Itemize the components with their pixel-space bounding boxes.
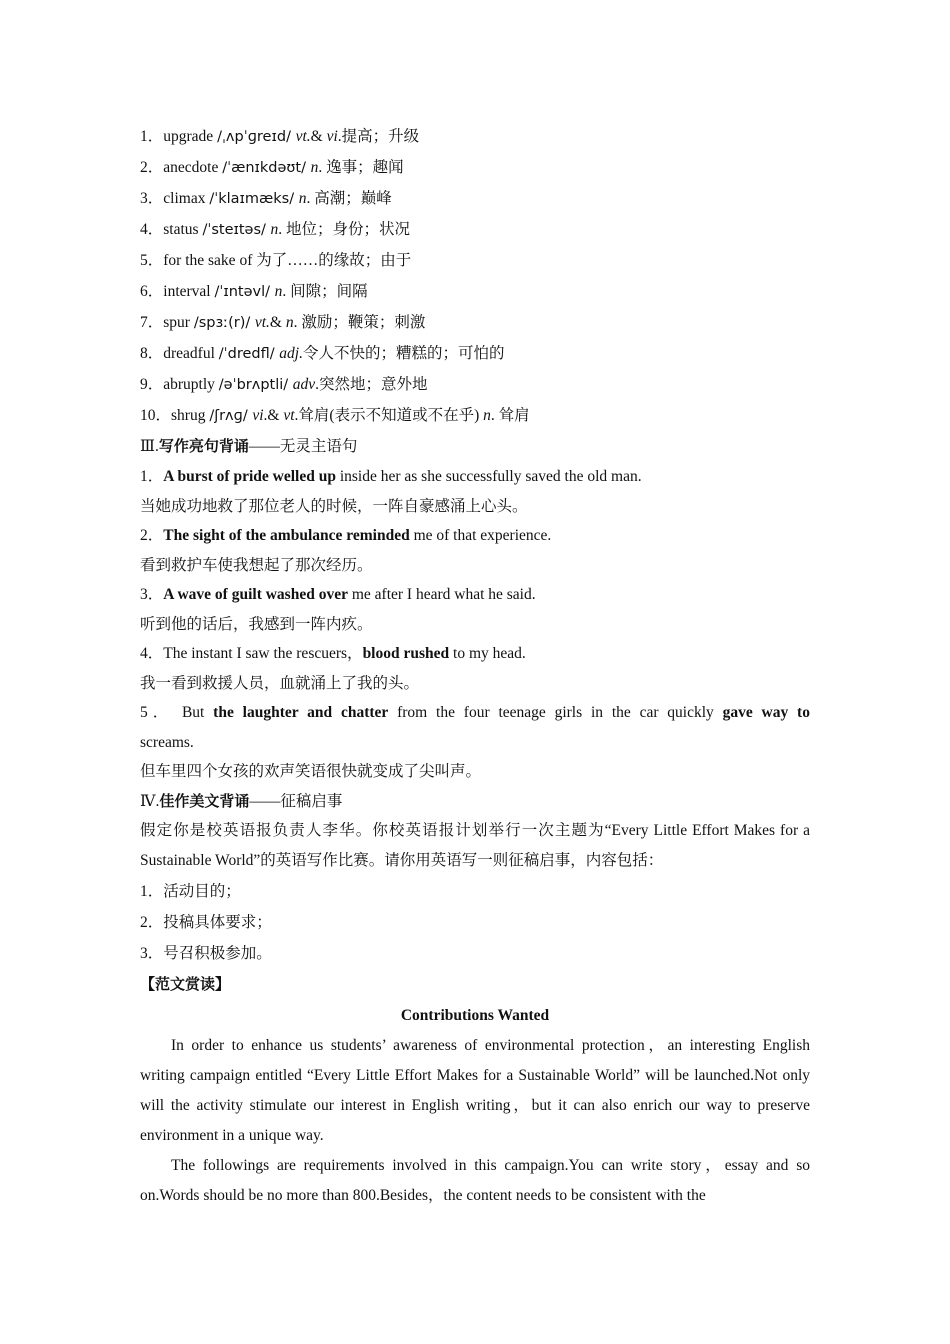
vocab-phonetic: /ʃrʌɡ/ [209, 408, 253, 424]
vocab-number: 6． [140, 283, 164, 300]
vocab-word: anecdote [163, 159, 223, 176]
vocab-connector: & [269, 314, 286, 331]
sentence-bold: A wave of guilt washed over [163, 586, 348, 603]
sentence-item [140, 462, 810, 492]
sentence-rest: inside her as she successfully saved the old man. [335, 468, 642, 485]
sentence-rest: me after I heard what he said. [347, 586, 536, 603]
section-3-number: Ⅲ. [140, 438, 159, 455]
section-3-title: 写作亮句背诵 [158, 437, 249, 455]
vocab-phonetic: /ˈɪntəvl/ [214, 284, 275, 300]
task-intro: 假定你是校英语报负责人李华。你校英语报计划举行一次主题为“Every Little Effort Makes for a Sustainable World”的英语写作比赛。请你用英语写一则征稿启事，内容包括： [140, 822, 810, 869]
sentence-5-bold-2: gave way to [722, 704, 810, 721]
vocab-list [140, 121, 810, 431]
vocab-word: status [163, 221, 203, 238]
essay-paragraph-1: In order to enhance us students’ awareness of environmental protection，an interesting English writing campaign entitled “Every Little Effort Makes for a Sustainable World” will be launched.Not only will the activity stimulate our interest in English writing，but it can also enrich our way to preserve environment in a unique way. [140, 1037, 810, 1144]
vocab-number: 8． [140, 345, 164, 362]
vocab-word: shrug [171, 407, 210, 424]
sentence-list [140, 462, 810, 698]
sentence-translation: 看到救护车使我想起了那次经历。 [140, 556, 373, 574]
vocab-definition: .突然地；意外地 [315, 376, 428, 393]
vocab-pos: vi [252, 407, 264, 424]
vocab-item [140, 338, 810, 369]
vocab-pos: adv [292, 376, 316, 393]
task-point: 3．号召积极参加。 [140, 945, 272, 962]
section-3-subtitle: ——无灵主语句 [248, 438, 358, 455]
vocab-pos: n [310, 159, 319, 176]
sentence-item [140, 521, 810, 551]
sentence-translation: 听到他的话后，我感到一阵内疚。 [140, 615, 373, 633]
sentence-translation: 当她成功地救了那位老人的时候，一阵自豪感涌上心头。 [140, 497, 528, 515]
essay-title: Contributions Wanted [400, 1007, 550, 1024]
vocab-item [140, 400, 810, 431]
vocab-item [140, 245, 810, 276]
vocab-phonetic: /ˈsteɪtəs/ [202, 222, 271, 238]
sentence-number: 4． [140, 645, 164, 662]
vocab-pos-2: vi [326, 128, 338, 145]
vocab-word: climax [163, 190, 210, 207]
sentence-rest: me of that experience. [409, 527, 552, 544]
vocab-item [140, 369, 810, 400]
vocab-number: 1． [140, 128, 164, 145]
vocab-phonetic: /spɜː(r)/ [193, 315, 255, 331]
vocab-item [140, 276, 810, 307]
vocab-definition: .耸肩(表示不知道或不在乎) [294, 407, 484, 424]
section-4-heading [140, 787, 810, 817]
vocab-pos: vt. [254, 314, 270, 331]
vocab-pos: vt. [295, 128, 311, 145]
section-4-subtitle: ——征稿启事 [249, 792, 343, 810]
sentence-bold: The sight of the ambulance reminded [163, 527, 410, 544]
vocab-word: abruptly [163, 376, 219, 393]
vocab-number: 4． [140, 221, 164, 238]
sentence-bold: blood rushed [362, 645, 450, 662]
vocab-item [140, 152, 810, 183]
vocab-connector: .& [263, 407, 284, 424]
vocab-number: 9． [140, 376, 164, 393]
vocab-word: for the sake of [163, 252, 257, 269]
vocab-number: 7． [140, 314, 164, 331]
vocab-pos-3: n [483, 407, 491, 424]
vocab-pos: n [274, 283, 283, 300]
vocab-pos-2: n [285, 314, 294, 331]
sentence-5-line2: screams. [140, 733, 194, 751]
vocab-pos: adj. [279, 345, 303, 362]
vocab-definition: .提高；升级 [337, 128, 420, 145]
sentence-item [140, 580, 810, 610]
essay-paragraph-2: The followings are requirements involved in this campaign.You can write story，essay and so on.Words should be no more than 800.Besides，the content needs to be consistent with the [140, 1157, 810, 1204]
vocab-word: interval [163, 283, 215, 300]
vocab-definition: . 高潮；巅峰 [306, 190, 392, 207]
vocab-phonetic: /ˈænɪkdəʊt/ [222, 160, 311, 176]
sentence-bold: A burst of pride welled up [163, 468, 336, 485]
task-points [140, 876, 810, 969]
sample-label: 【范文赏读】 [140, 975, 231, 993]
sentence-5-translation: 但车里四个女孩的欢声笑语很快就变成了尖叫声。 [140, 763, 482, 780]
vocab-definition: . 地位；身份；状况 [278, 221, 411, 238]
task-point: 1．活动目的； [140, 883, 241, 900]
vocab-phonetic: /ˌʌpˈɡreɪd/ [217, 129, 296, 145]
task-point: 2．投稿具体要求； [140, 914, 272, 931]
vocab-pos-2: vt [283, 407, 295, 424]
sentence-5-bold-1: the laughter and chatter [213, 704, 389, 721]
vocab-number: 5． [140, 252, 164, 269]
vocab-item [140, 307, 810, 338]
vocab-word: dreadful [163, 345, 219, 362]
vocab-number: 10． [140, 407, 172, 424]
sentence-item [140, 639, 810, 669]
vocab-definition: 令人不快的；糟糕的；可怕的 [302, 345, 505, 362]
sentence-translation: 我一看到救援人员，血就涌上了我的头。 [140, 674, 420, 692]
vocab-phonetic: /ˈklaɪmæks/ [209, 191, 299, 207]
sentence-5-line1: 5． But the laughter and chatter from the four teenage girls in the car quickly gave way to [140, 704, 810, 721]
vocab-word: spur [163, 314, 194, 331]
sentence-number: 3． [140, 586, 164, 603]
vocab-definition: . 间隙；间隔 [282, 283, 368, 300]
vocab-pos: n [270, 221, 279, 238]
vocab-word: upgrade [163, 128, 218, 145]
sentence-number: 2． [140, 527, 164, 544]
section-4-number: Ⅳ. [140, 792, 160, 810]
vocab-definition: . 激励；鞭策；刺激 [293, 314, 426, 331]
vocab-item [140, 121, 810, 152]
vocab-item [140, 183, 810, 214]
vocab-definition: . 逸事；趣闻 [318, 159, 404, 176]
sentence-rest: to my head. [449, 645, 526, 662]
vocab-definition: 为了……的缘故；由于 [256, 252, 412, 269]
sentence-number: 1． [140, 468, 164, 485]
section-3-heading [140, 431, 810, 462]
vocab-number: 2． [140, 159, 164, 176]
vocab-phonetic: /əˈbrʌptli/ [218, 377, 293, 393]
sentence-prefix: The instant I saw the rescuers， [163, 645, 363, 662]
page-content [140, 121, 810, 1211]
vocab-connector: & [310, 128, 327, 145]
section-4-title: 佳作美文背诵 [159, 791, 250, 810]
vocab-phonetic: /ˈdredfl/ [218, 346, 280, 362]
vocab-definition-2: . 耸肩 [490, 407, 530, 424]
vocab-pos: n [298, 190, 307, 207]
vocab-item [140, 214, 810, 245]
vocab-number: 3． [140, 190, 164, 207]
